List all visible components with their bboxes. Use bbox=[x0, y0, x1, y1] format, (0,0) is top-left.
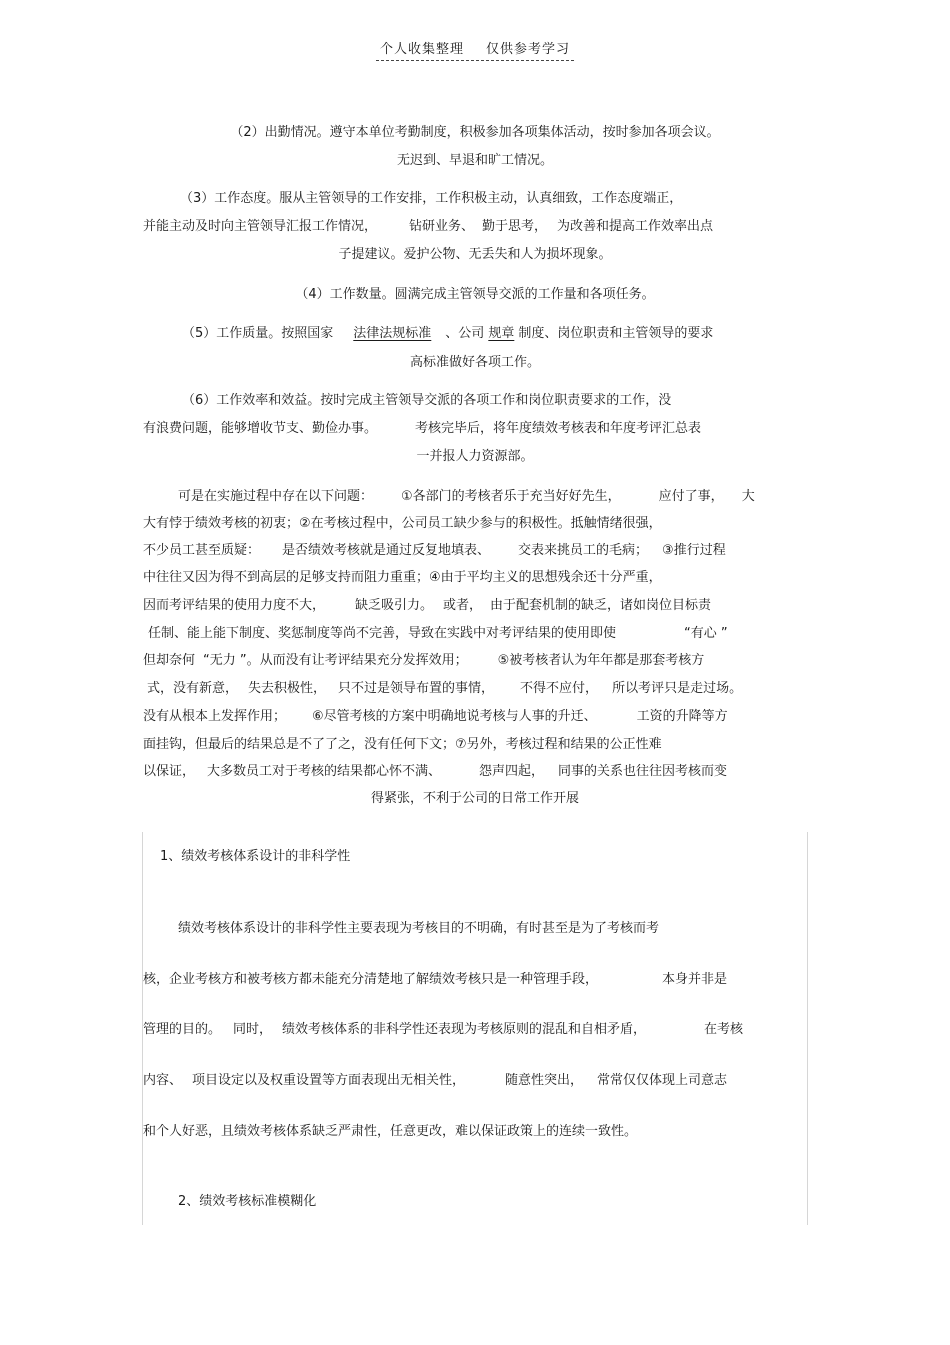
item-6-text-a: 有浪费问题，能够增收节支、勤俭办事。 bbox=[143, 421, 378, 436]
item-3-line-2 bbox=[143, 219, 713, 235]
section-1-text: 常常仅仅体现上司意志 bbox=[597, 1073, 728, 1088]
item-2-line-2: 无迟到、早退和旷工情况。 bbox=[396, 153, 553, 168]
problems-text: 因而考评结果的使用力度不大， bbox=[143, 598, 326, 613]
header-right: 仅供参考学习 bbox=[486, 42, 571, 57]
problems-line-7 bbox=[143, 653, 704, 669]
section-1-text: 内容、 bbox=[143, 1073, 183, 1088]
section-1-heading: 1、绩效考核体系设计的非科学性 bbox=[160, 849, 351, 864]
problems-line-9 bbox=[143, 709, 728, 725]
problems-line-10: 面挂钩，但最后的结果总是不了了之，没有任何下文；⑦另外，考核过程和结果的公正性难 bbox=[143, 737, 662, 752]
section-1-line-4 bbox=[143, 1073, 727, 1089]
problems-line-8 bbox=[147, 681, 742, 697]
problems-text: 大多数员工对于考核的结果都心怀不满、 bbox=[207, 764, 442, 779]
section-1-line-2 bbox=[143, 972, 727, 988]
problems-line-12: 得紧张，不利于公司的日常工作开展 bbox=[370, 791, 579, 806]
item-6-text-b: 考核完毕后，将年度绩效考核表和年度考评汇总表 bbox=[415, 421, 702, 436]
problems-text: 可是在实施过程中存在以下问题： bbox=[178, 489, 374, 504]
problems-text: 或者， bbox=[443, 598, 483, 613]
problems-text: 只不过是领导布置的事情， bbox=[338, 681, 495, 696]
page-header bbox=[0, 38, 950, 61]
problems-text: ⑥尽管考核的方案中明确地说考核与人事的升迁、 bbox=[312, 709, 597, 724]
problems-line-6 bbox=[148, 626, 728, 642]
problems-text: 任制、能上能下制度、奖惩制度等尚不完善，导致在实践中对考评结果的使用即使 bbox=[148, 626, 617, 641]
section-1-line-3 bbox=[143, 1022, 743, 1038]
section-1-text: 同时， bbox=[233, 1022, 273, 1037]
problems-text: “无力 ”。从而没有让考评结果充分发挥效用； bbox=[203, 653, 468, 668]
problems-text: 不得不应付， bbox=[520, 681, 599, 696]
problems-text: 大 bbox=[741, 489, 755, 504]
problems-line-11 bbox=[143, 764, 727, 780]
item-2-line-1: （2）出勤情况。遵守本单位考勤制度，积极参加各项集体活动，按时参加各项会议。 bbox=[230, 125, 720, 140]
problems-text: 是否绩效考核就是通过反复地填表、 bbox=[282, 543, 491, 558]
problems-text: ③推行过程 bbox=[662, 543, 726, 558]
problems-text: 但却奈何 bbox=[143, 653, 196, 668]
problems-text: ⑤被考核者认为年年都是那套考核方 bbox=[497, 653, 705, 668]
problems-text: “有心 ” bbox=[684, 626, 728, 641]
problems-text: ①各部门的考核者乐于充当好好先生， bbox=[401, 489, 621, 504]
problems-text: 没有从根本上发挥作用； bbox=[143, 709, 287, 724]
item-3-text-d: 为改善和提高工作效率出点 bbox=[557, 219, 714, 234]
problems-text: 式，没有新意， bbox=[147, 681, 239, 696]
problems-line-2: 大有悖于绩效考核的初衷；②在考核过程中，公司员工缺少参与的积极性。抵触情绪很强， bbox=[143, 516, 662, 531]
item-3-line-3: 子提建议。爱护公物、无丢失和人为损坏现象。 bbox=[338, 247, 612, 262]
item-3-text-c: 勤于思考， bbox=[482, 219, 548, 234]
law-standard-link: 法律法规标准 bbox=[353, 326, 432, 341]
section-1-text: 绩效考核体系的非科学性还表现为考核原则的混乱和自相矛盾， bbox=[282, 1022, 647, 1037]
problems-line-4: 中往往又因为得不到高层的足够支持而阻力重重；④由于平均主义的思想残余还十分严重， bbox=[143, 570, 662, 585]
regulation-link: 规章 bbox=[488, 326, 515, 341]
section-1-text: 随意性突出， bbox=[505, 1073, 584, 1088]
problems-text: 同事的关系也往往因考核而变 bbox=[558, 764, 728, 779]
item-6-line-3: 一并报人力资源部。 bbox=[416, 449, 534, 464]
item-3-text-b: 钻研业务、 bbox=[409, 219, 475, 234]
item-5-text-a: （5）工作质量。按照国家 bbox=[182, 326, 334, 341]
section-1-line-5: 和个人好恶，且绩效考核体系缺乏严肃性，任意更改，难以保证政策上的连续一致性。 bbox=[143, 1124, 638, 1139]
header-text bbox=[376, 38, 574, 61]
section-1-text: 核，企业考核方和被考核方都未能充分清楚地了解绩效考核只是一种管理手段， bbox=[143, 972, 599, 987]
problems-text: 缺乏吸引力。 bbox=[355, 598, 434, 613]
section-1-text: 项目设定以及权重设置等方面表现出无相关性， bbox=[192, 1073, 466, 1088]
section-1-text: 在考核 bbox=[704, 1022, 744, 1037]
item-6-line-1: （6）工作效率和效益。按时完成主管领导交派的各项工作和岗位职责要求的工作，没 bbox=[182, 393, 672, 408]
problems-text: 失去积极性， bbox=[248, 681, 327, 696]
item-5-text-e: 制度、岗位职责和主管领导的要求 bbox=[518, 326, 714, 341]
item-3-line-1: （3）工作态度。服从主管领导的工作安排，工作积极主动，认真细致，工作态度端正， bbox=[180, 191, 683, 206]
problems-line-5 bbox=[143, 598, 711, 614]
problems-text: 以保证， bbox=[143, 764, 196, 779]
section-1-text: 本身并非是 bbox=[662, 972, 728, 987]
problems-line-1 bbox=[178, 489, 755, 505]
problems-text: 工资的升降等方 bbox=[636, 709, 728, 724]
problems-text: 由于配套机制的缺乏，诸如岗位目标责 bbox=[490, 598, 712, 613]
section-1-line-1: 绩效考核体系设计的非科学性主要表现为考核目的不明确，有时甚至是为了考核而考 bbox=[178, 921, 660, 936]
item-5-line-2: 高标准做好各项工作。 bbox=[409, 355, 540, 370]
problems-text: 应付了事， bbox=[658, 489, 724, 504]
problems-text: 所以考评只是走过场。 bbox=[612, 681, 743, 696]
item-3-text-a: 并能主动及时向主管领导汇报工作情况， bbox=[143, 219, 378, 234]
section-1-text: 管理的目的。 bbox=[143, 1022, 222, 1037]
problems-text: 不少员工甚至质疑： bbox=[143, 543, 261, 558]
problems-text: 怨声四起， bbox=[479, 764, 545, 779]
problems-line-3 bbox=[143, 543, 726, 559]
item-5-text-c: 、公司 bbox=[445, 326, 485, 341]
section-2-heading: 2、绩效考核标准模糊化 bbox=[178, 1194, 317, 1209]
item-6-line-2 bbox=[143, 421, 701, 437]
item-5-line-1 bbox=[182, 326, 713, 342]
problems-text: 交表来挑员工的毛病； bbox=[518, 543, 649, 558]
header-left: 个人收集整理 bbox=[379, 42, 464, 57]
item-4-line-1: （4）工作数量。圆满完成主管领导交派的工作量和各项任务。 bbox=[295, 287, 655, 302]
